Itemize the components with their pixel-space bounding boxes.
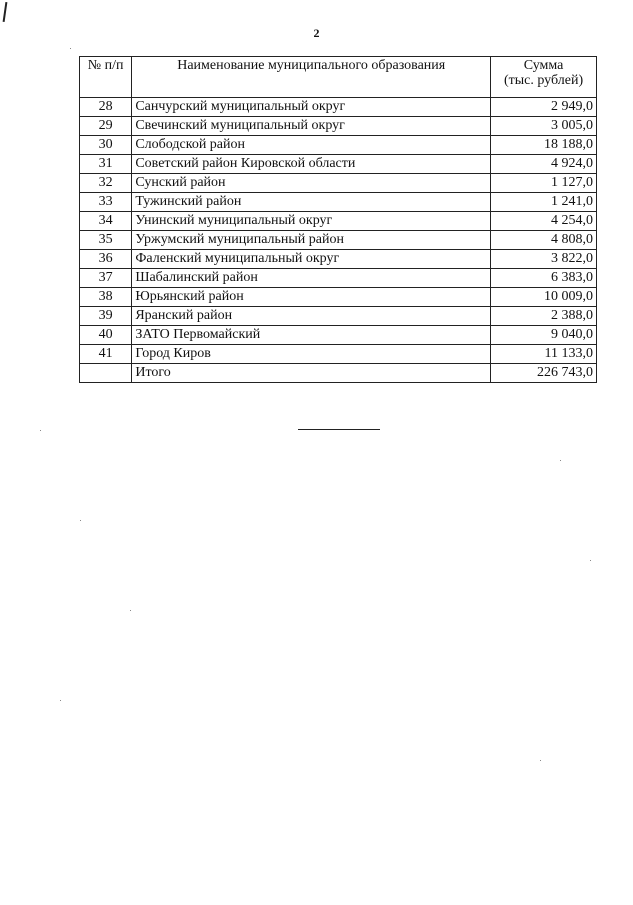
header-municipality: Наименование муниципального образования — [132, 57, 491, 98]
row-number: 32 — [80, 174, 132, 193]
row-municipality: Город Киров — [132, 345, 491, 364]
row-number: 41 — [80, 345, 132, 364]
total-sum: 226 743,0 — [491, 364, 597, 383]
subsidy-table — [79, 56, 597, 383]
row-number: 29 — [80, 117, 132, 136]
row-number: 31 — [80, 155, 132, 174]
row-sum: 9 040,0 — [491, 326, 597, 345]
end-of-document-rule — [298, 429, 380, 430]
table-total-row — [80, 364, 597, 383]
row-sum: 1 127,0 — [491, 174, 597, 193]
row-sum: 10 009,0 — [491, 288, 597, 307]
table-row — [80, 307, 597, 326]
total-label: Итого — [132, 364, 491, 383]
row-municipality: Тужинский район — [132, 193, 491, 212]
row-sum: 4 808,0 — [491, 231, 597, 250]
row-municipality: Фаленский муниципальный округ — [132, 250, 491, 269]
total-number — [80, 364, 132, 383]
scan-speck — [130, 610, 131, 611]
scan-speck — [40, 430, 41, 431]
row-number: 34 — [80, 212, 132, 231]
scan-speck — [60, 700, 61, 701]
row-sum: 11 133,0 — [491, 345, 597, 364]
table-row — [80, 193, 597, 212]
table-row — [80, 288, 597, 307]
table-row — [80, 98, 597, 117]
row-sum: 2 949,0 — [491, 98, 597, 117]
row-number: 30 — [80, 136, 132, 155]
row-number: 40 — [80, 326, 132, 345]
header-sum — [491, 57, 597, 98]
header-sum-unit: (тыс. рублей) — [503, 73, 584, 88]
scan-speck — [590, 560, 591, 561]
row-number: 39 — [80, 307, 132, 326]
row-sum: 1 241,0 — [491, 193, 597, 212]
row-sum: 2 388,0 — [491, 307, 597, 326]
row-municipality: ЗАТО Первомайский — [132, 326, 491, 345]
margin-pen-mark — [3, 2, 8, 22]
scan-speck — [80, 520, 81, 521]
table-row — [80, 250, 597, 269]
row-municipality: Юрьянский район — [132, 288, 491, 307]
row-number: 37 — [80, 269, 132, 288]
row-municipality: Санчурский муниципальный округ — [132, 98, 491, 117]
row-number: 36 — [80, 250, 132, 269]
row-sum: 3 005,0 — [491, 117, 597, 136]
table-header-row — [80, 57, 597, 98]
table-row — [80, 269, 597, 288]
row-sum: 4 254,0 — [491, 212, 597, 231]
row-municipality: Сунский район — [132, 174, 491, 193]
row-municipality: Уржумский муниципальный район — [132, 231, 491, 250]
row-sum: 3 822,0 — [491, 250, 597, 269]
header-number: № п/п — [80, 57, 132, 98]
row-number: 38 — [80, 288, 132, 307]
table-row — [80, 117, 597, 136]
row-sum: 6 383,0 — [491, 269, 597, 288]
table-row — [80, 326, 597, 345]
row-municipality: Шабалинский район — [132, 269, 491, 288]
table-row — [80, 136, 597, 155]
row-municipality: Унинский муниципальный округ — [132, 212, 491, 231]
row-number: 33 — [80, 193, 132, 212]
table-row — [80, 174, 597, 193]
header-sum-title: Сумма — [523, 58, 564, 73]
row-sum: 18 188,0 — [491, 136, 597, 155]
row-number: 28 — [80, 98, 132, 117]
table-row — [80, 231, 597, 250]
scan-speck — [70, 48, 71, 49]
table-row — [80, 345, 597, 364]
row-sum: 4 924,0 — [491, 155, 597, 174]
scan-speck — [560, 460, 561, 461]
table-row — [80, 212, 597, 231]
scan-speck — [540, 760, 541, 761]
table-row — [80, 155, 597, 174]
row-municipality: Свечинский муниципальный округ — [132, 117, 491, 136]
row-number: 35 — [80, 231, 132, 250]
row-municipality: Советский район Кировской области — [132, 155, 491, 174]
row-municipality: Слободской район — [132, 136, 491, 155]
row-municipality: Яранский район — [132, 307, 491, 326]
page-number: 2 — [313, 26, 320, 40]
